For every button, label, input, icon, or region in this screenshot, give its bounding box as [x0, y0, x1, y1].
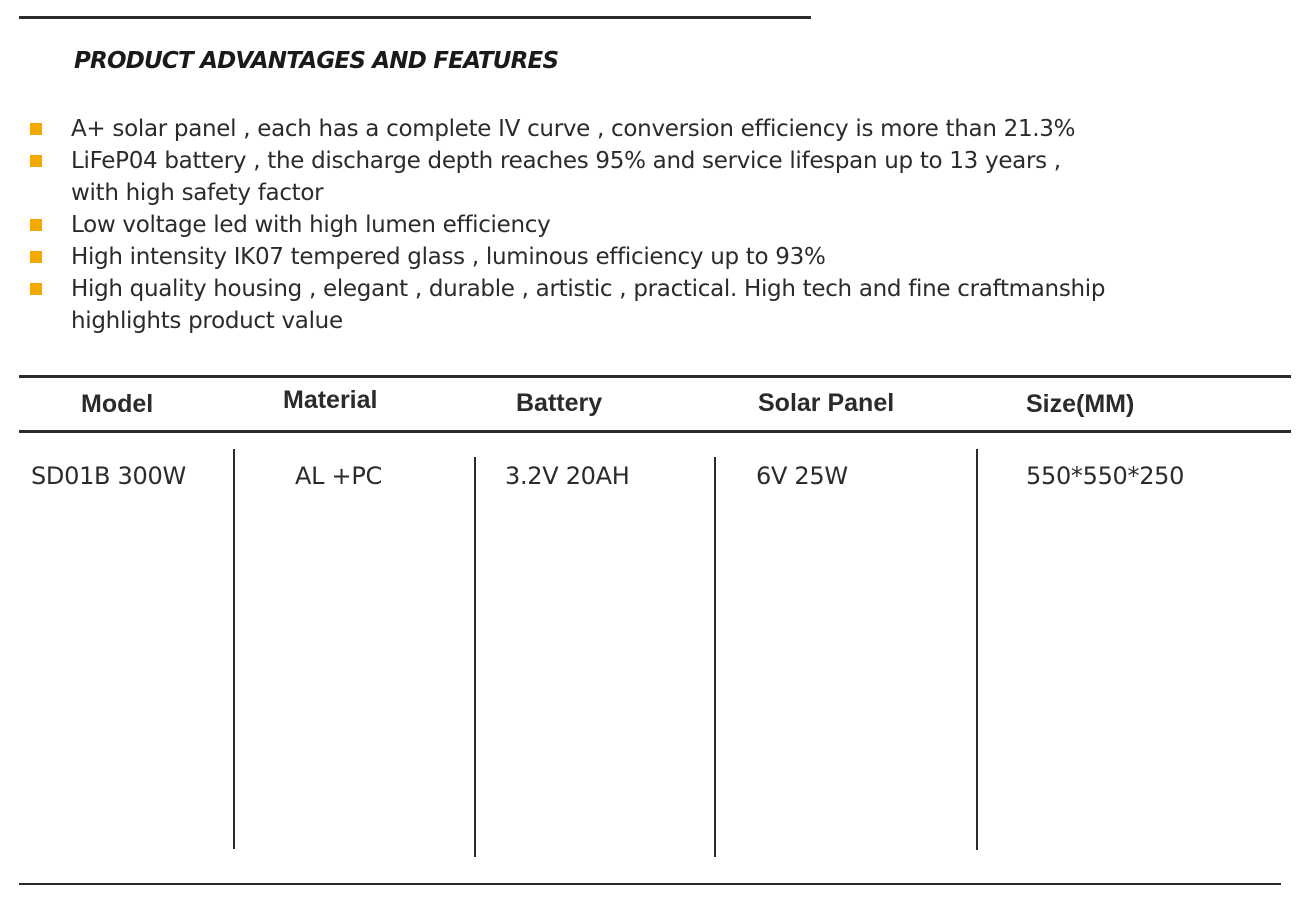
feature-item	[30, 241, 1105, 273]
feature-item	[30, 145, 1105, 209]
column-header-battery: Battery	[516, 389, 603, 417]
table-top-rule	[19, 375, 1291, 378]
column-header-material: Material	[283, 386, 378, 414]
column-header-solar-panel: Solar Panel	[758, 389, 895, 417]
feature-text-continued: with high safety factor	[71, 180, 324, 206]
feature-item	[30, 273, 1105, 337]
square-bullet-icon	[30, 123, 42, 135]
column-header-model: Model	[81, 390, 154, 418]
feature-list	[30, 113, 1105, 337]
square-bullet-icon	[30, 219, 42, 231]
cell-battery: 3.2V 20AH	[505, 462, 630, 490]
feature-text: A+ solar panel , each has a complete IV curve , conversion efficiency is more than 21.3%	[71, 116, 1076, 142]
cell-material: AL +PC	[295, 462, 382, 490]
section-heading: PRODUCT ADVANTAGES AND FEATURES	[74, 48, 559, 74]
feature-item	[30, 209, 1105, 241]
column-divider	[976, 449, 978, 850]
feature-text: LiFeP04 battery , the discharge depth reaches 95% and service lifespan up to 13 years ,	[71, 148, 1061, 174]
square-bullet-icon	[30, 251, 42, 263]
square-bullet-icon	[30, 283, 42, 295]
feature-text-continued: highlights product value	[71, 308, 343, 334]
column-divider	[233, 449, 235, 849]
feature-item	[30, 113, 1105, 145]
feature-text: Low voltage led with high lumen efficiency	[71, 212, 551, 238]
cell-model: SD01B 300W	[31, 462, 186, 490]
column-divider	[714, 457, 716, 857]
feature-text: High quality housing , elegant , durable , artistic , practical. High tech and fine craftmanship	[71, 276, 1106, 302]
table-header-rule	[19, 430, 1291, 433]
cell-size: 550*550*250	[1026, 462, 1185, 490]
feature-text: High intensity IK07 tempered glass , luminous efficiency up to 93%	[71, 244, 826, 270]
top-rule	[19, 16, 811, 19]
square-bullet-icon	[30, 155, 42, 167]
cell-solar-panel: 6V 25W	[756, 462, 848, 490]
column-header-size: Size(MM)	[1026, 390, 1135, 418]
column-divider	[474, 457, 476, 857]
bottom-rule	[19, 883, 1281, 885]
